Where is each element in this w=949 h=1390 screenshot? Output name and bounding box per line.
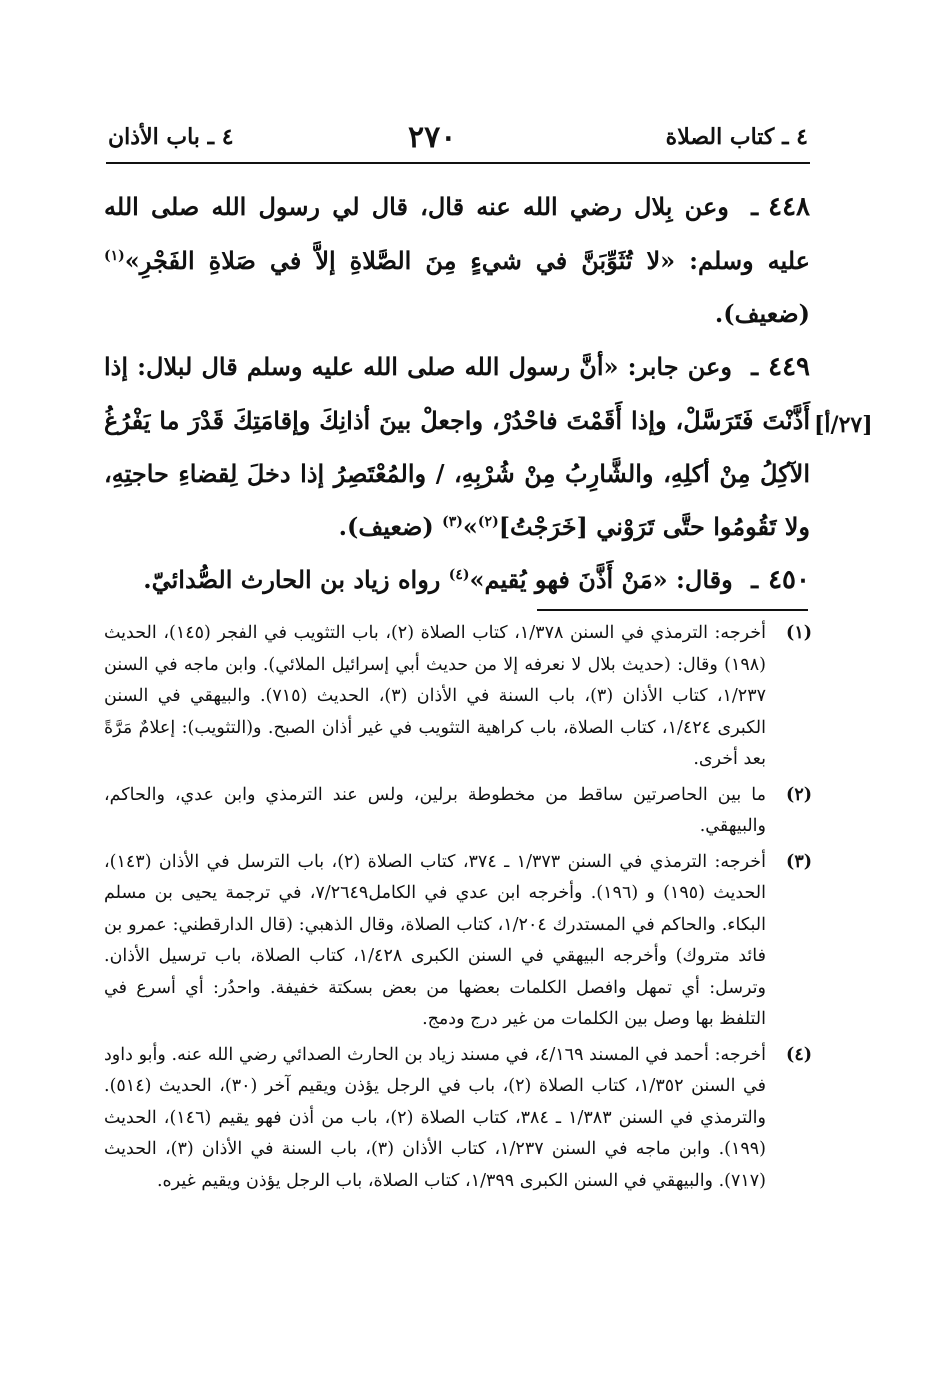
footnote-text: أخرجه: الترمذي في السنن ١/٣٧٣ ـ ٣٧٤، كتاب الصلاة (٢)، باب الترسل في الأذان (١٤٣)، الحديث (١٩٥) و (١٩٦). وأخرجه ابن عدي في الكامل٧/٢٦٤٩، في ترجمة يحيى بن مسلم البكاء. والحاكم في المستدرك ١/٢٠٤، كتاب الصلاة، وقال الذهبي: (قال الدارقطني: عمرو بن فائد متروك) وأخرجه البيهقي في السنن الكبرى ١/٤٢٨، كتاب الصلاة، باب ترسيل الأذان. وترسل: أي تمهل وافصل الكلمات بعضها من بعض بسكتة خفيفة. واحدُر: أي أسرع في التلفظ بها وصل بين الكلمات من غير درج ودمج.	[104, 851, 767, 1029]
hadith-narrator: رواه زياد بن الحارث الصُّدائيّ.	[143, 565, 449, 594]
hadith-text: وقال: «مَنْ أَذَّنَ فهو يُقيم»	[469, 565, 733, 594]
footnote	[104, 1040, 812, 1198]
hadith-paragraph	[104, 340, 810, 553]
hadith-number: ٤٤٨	[768, 192, 811, 222]
hadith-grade: (ضعيف).	[338, 512, 443, 541]
footnote	[104, 847, 812, 1036]
hadith-grade: (ضعيف).	[714, 299, 810, 328]
hadith-quote-close: »	[462, 512, 478, 541]
hadith-number: ٤٥٠	[768, 565, 810, 595]
footnote-divider	[537, 609, 808, 611]
header-section-title: ٤ ـ باب الأذان	[108, 124, 234, 150]
page-number: ٢٧٠	[408, 120, 457, 155]
footnote-number: (٣)	[786, 851, 812, 872]
footnote	[104, 618, 812, 776]
footnote-ref: (٢)	[477, 514, 499, 530]
footnote-ref: (٣)	[442, 514, 463, 530]
footnote-text: أخرجه: الترمذي في السنن ١/٣٧٨، كتاب الصلاة (٢)، باب التثويب في الفجر (١٤٥)، الحديث (١٩٨) وقال: (حديث بلال لا نعرفه إلا من حديث أبي إسرائيل الملائي). وابن ماجه في السنن ١/٢٣٧، كتاب الأذان (٣)، باب السنة في الأذان (٣)، الحديث (٧١٥). والبيهقي في السنن الكبرى ١/٤٢٤، كتاب الصلاة، باب كراهية التثويب في غير أذان الصبح. و(التثويب): إعلامٌ مَرَّةً بعد أخرى.	[104, 623, 766, 769]
hadith-paragraph	[104, 180, 810, 340]
hadith-dash: ـ	[751, 352, 759, 381]
footnote-number: (٤)	[786, 1044, 812, 1065]
hadith-number: ٤٤٩	[768, 352, 811, 382]
hadith-paragraph	[104, 553, 810, 607]
main-text	[104, 180, 810, 607]
footnote-ref: (٤)	[448, 567, 470, 583]
footnote-number: (٢)	[786, 784, 812, 805]
header-divider	[106, 162, 810, 164]
footnotes	[104, 618, 812, 1201]
manuscript-folio-marker: [٢٧/أ]	[814, 412, 873, 438]
hadith-dash: ـ	[751, 192, 759, 221]
running-header	[108, 120, 808, 160]
footnote-text: ما بين الحاصرتين ساقط من مخطوطة برلين، ولس عند الترمذي وابن عدي، والحاكم، والبيهقي.	[104, 784, 766, 836]
hadith-dash: ـ	[751, 565, 759, 594]
header-chapter-title: ٤ ـ كتاب الصلاة	[665, 124, 808, 150]
footnote-text: أخرجه: أحمد في المسند ٤/١٦٩، في مسند زياد بن الحارث الصدائي رضي الله عنه. وأبو داود في السنن ١/٣٥٢، كتاب الصلاة (٢)، باب في الرجل يؤذن ويقيم آخر (٣٠)، الحديث (٥١٤). والترمذي في السنن ١/٣٨٣ ـ ٣٨٤، كتاب الصلاة (٢)، باب من أذن فهو يقيم (١٤٦)، الحديث (١٩٩). وابن ماجه في السنن ١/٢٣٧، كتاب الأذان (٣)، باب السنة في الأذان (٣)، الحديث (٧١٧). والبيهقي في السنن الكبرى ١/٣٩٩، كتاب الصلاة، باب الرجل يؤذن ويقيم غيره.	[104, 1044, 767, 1191]
footnote	[104, 780, 812, 843]
hadith-text: وعن جابر: «أنَّ رسول الله صلى الله عليه وسلم قال لبلال: إذا أَذَّنْتَ فَتَرَسَّلْ، وإذا أَقَمْتَ فاحْدُرْ، واجعلْ بينَ أذانِكَ وإقامَتِكَ قَدْرَ ما يَفْرُغُ الآكِلُ مِنْ أكلِهِ، والشَّارِبُ مِنْ شُرْبِهِ، / والمُعْتَصِرُ إذا دخلَ لِقضاءِ حاجتِهِ، ولا تَقُومُوا حتَّى تَرَوْني [خَرَجْتُ]	[104, 352, 810, 541]
footnote-number: (١)	[786, 623, 812, 643]
footnote-ref: (١)	[104, 248, 125, 264]
hadith-text: وعن بِلال رضي الله عنه قال، قال لي رسول الله صلى الله عليه وسلم: «لا تُثَوِّبَنَّ في شيءٍ مِنَ الصَّلاةِ إلاَّ في صَلاةِ الفَجْرِ»	[104, 192, 810, 275]
